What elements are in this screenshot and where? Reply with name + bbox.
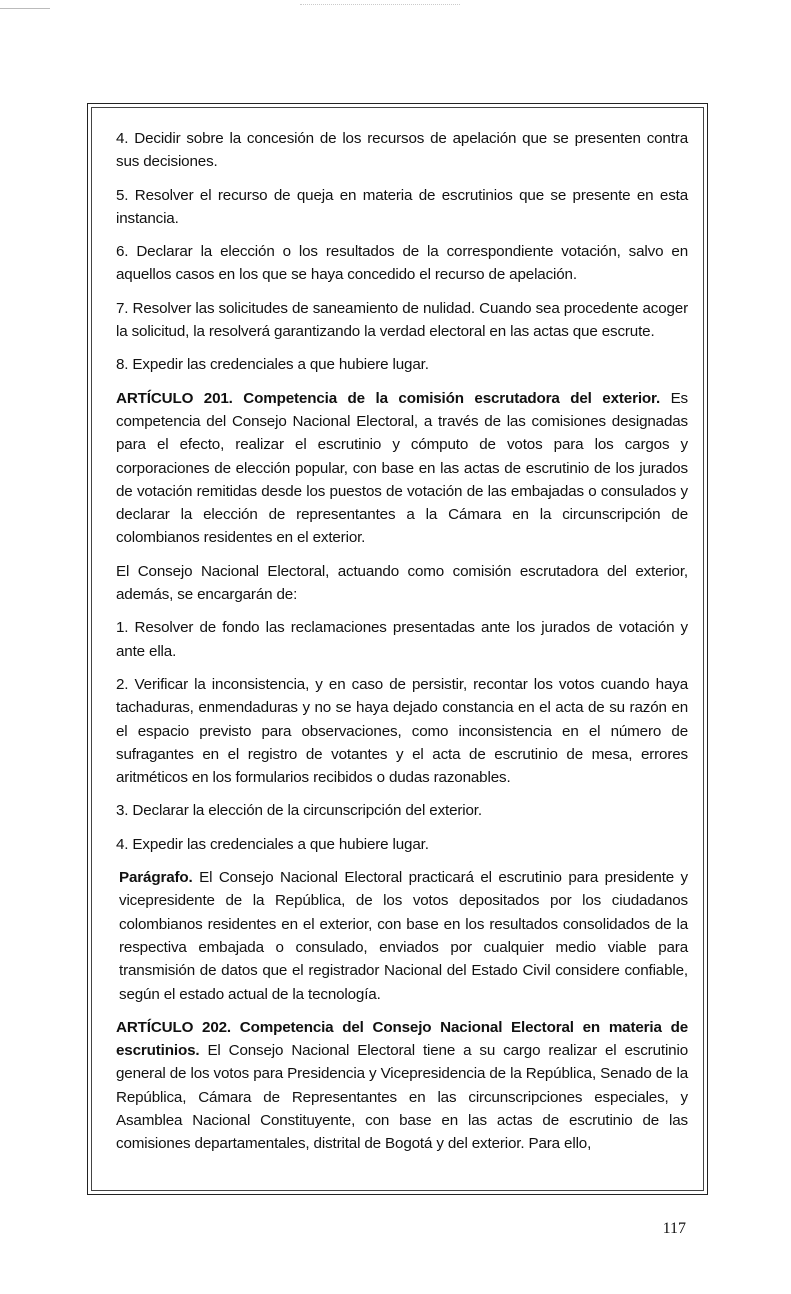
article-201	[116, 387, 688, 550]
list-item: 4. Expedir las credenciales a que hubiere lugar.	[116, 835, 429, 853]
list-item: 8. Expedir las credenciales a que hubiere lugar.	[116, 356, 429, 374]
page-number: 117	[662, 1220, 686, 1237]
article-201-intro: El Consejo Nacional Electoral, actuando como comisión escrutadora del exterior, además, se encargarán de:	[116, 562, 688, 604]
document-body	[116, 127, 688, 1166]
list-item: 2. Verificar la inconsistencia, y en caso de persistir, recontar los votos cuando haya tachaduras, enmendaduras y no se haya dejado constancia en el acta de su razón en el espacio previsto para observaciones, como inconsistencia en el número de sufragantes en el registro de votantes y el acta de escrutinio de mesa, errores aritméticos en los formularios recibidos o dudas razonables.	[116, 675, 688, 787]
list-item: 5. Resolver el recurso de queja en materia de escrutinios que se presente en esta instancia.	[116, 186, 688, 227]
list-item: 7. Resolver las solicitudes de saneamiento de nulidad. Cuando sea procedente acoger la solicitud, la resolverá garantizando la verdad electoral en las actas que escrute.	[116, 299, 688, 341]
article-201-body: Es competencia del Consejo Nacional Electoral, a través de las comisiones designadas para el efecto, realizar el escrutinio y cómputo de votos para los cargos y corporaciones de elección popular, con base en las actas de escrutinio de los jurados de votación remitidas desde los puestos de votación de las embajadas o consulados y declarar la elección de representantes a la Cámara en la circunscripción de colombianos residentes en el exterior.	[116, 389, 688, 547]
paragrafo	[116, 866, 688, 1006]
article-201-heading: ARTÍCULO 201. Competencia de la comisión escrutadora del exterior.	[116, 389, 661, 407]
list-item: 6. Declarar la elección o los resultados de la correspondiente votación, salvo en aquellos casos en los que se haya concedido el recurso de apelación.	[116, 243, 688, 284]
paragrafo-body: El Consejo Nacional Electoral practicará el escrutinio para presidente y vicepresidente de la República, de los votos depositados por los ciudadanos colombianos residentes en el exterior, con base en los resultados consolidados de la respectiva embajada o consulado, enviados por cualquier medio viable para transmisión de datos que el registrador Nacional del Estado Civil considere confiable, según el estado actual de la tecnología.	[119, 869, 688, 1003]
list-item: 4. Decidir sobre la concesión de los recursos de apelación que se presenten contra sus decisiones.	[116, 130, 688, 171]
list-item: 3. Declarar la elección de la circunscripción del exterior.	[116, 802, 482, 820]
scan-edge-line	[0, 8, 50, 9]
list-item: 1. Resolver de fondo las reclamaciones presentadas ante los jurados de votación y ante ella.	[116, 619, 688, 660]
article-202	[116, 1016, 688, 1156]
article-202-heading: ARTÍCULO 202. Competencia del Consejo Nacional Electoral en materia de escrutinios.	[116, 1018, 688, 1060]
paragrafo-label: Parágrafo.	[119, 869, 193, 887]
article-202-body: El Consejo Nacional Electoral tiene a su cargo realizar el escrutinio general de los votos para Presidencia y Vicepresidencia de la República, Senado de la República, Cámara de Representantes en las circunscripciones especiales, y Asamblea Nacional Constituyente, con base en las actas de escrutinio de las comisiones departamentales, distrital de Bogotá y del exterior. Para ello,	[116, 1042, 688, 1153]
scan-artifact	[300, 4, 460, 19]
